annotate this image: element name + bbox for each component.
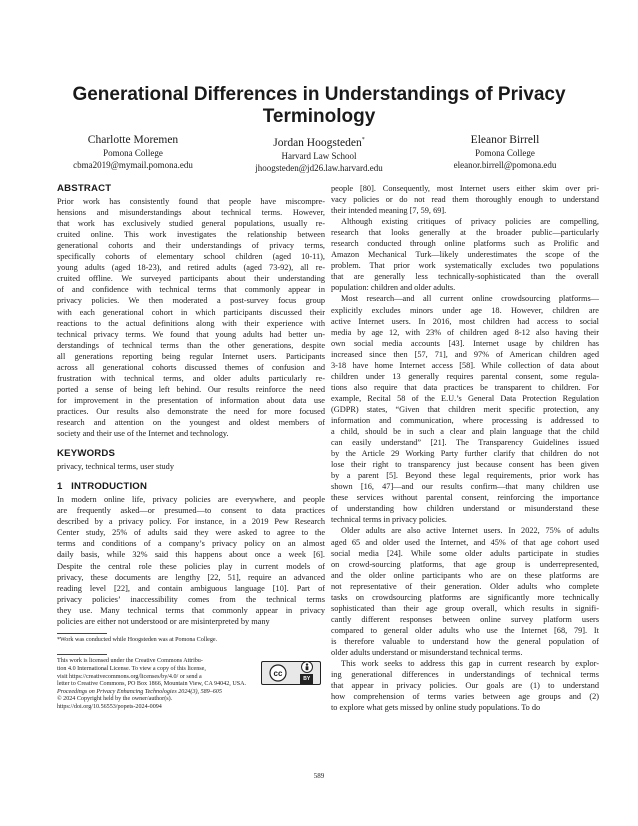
- text-line: privacy, these documents are lengthy [22, 51], require an advanced: [57, 572, 325, 582]
- paragraph: [331, 216, 599, 293]
- author-email: jhoogsteden@jd26.law.harvard.edu: [255, 162, 383, 173]
- section-number: 1: [57, 481, 63, 493]
- text-line: population: children and older adults.: [331, 283, 456, 293]
- text-line: are frequently asked—or presumed—to consent to data practices: [57, 506, 325, 516]
- text-line: own social media accounts [43]. Internet usage by children has: [331, 338, 599, 348]
- text-line: described by a privacy policy. For instance, in a 2019 Pew Research: [57, 517, 325, 527]
- text-line: by the Article 29 Working Party further clarify that children do not: [331, 449, 599, 459]
- text-line: daily basis, while 32% said this happens about once a week [6].: [57, 550, 325, 560]
- by-group: [300, 661, 313, 685]
- text-line: cantly different responses between online survey platform users: [331, 614, 599, 624]
- paragraph: [331, 293, 599, 525]
- author-affiliation: Pomona College: [103, 148, 163, 158]
- text-line: technical terms in privacy policies.: [331, 515, 447, 525]
- text-line: Despite the central role these policies play in current models of: [57, 561, 325, 571]
- text-line: generational cohorts and their understandings of privacy terms,: [57, 241, 325, 251]
- text-line: on crowd-sourcing platforms, that age group is underrepresented,: [331, 559, 599, 569]
- text-line: people [80]. Consequently, most Internet users either skim over pri-: [331, 184, 599, 193]
- text-line: young adults (aged 18-23), and retired adults (aged 73-92), all re-: [57, 263, 325, 273]
- text-line: specifically cohorts of elementary school children (aged 10-11),: [57, 252, 325, 262]
- text-line: cruited online. This work investigates the relationship between: [57, 230, 325, 240]
- text-line: can easily understand” [21]. The Transparency Guidelines issued: [331, 438, 599, 448]
- author-affiliation: Harvard Law School: [281, 150, 357, 161]
- page-number: 589: [313, 772, 325, 780]
- text-line: ing generational differences in understandings of technical terms: [331, 670, 599, 680]
- by-label: BY: [300, 674, 313, 685]
- text-line: active Internet users. In 2016, most children had access to social: [331, 316, 599, 326]
- text-line: aged 65 and older used the Internet, and 45% of that age cohort used: [331, 537, 599, 547]
- attribution-person-icon: [301, 661, 313, 673]
- author-affiliation: Pomona College: [475, 148, 535, 158]
- text-line: of and confidence with technical terms that commonly appear in: [57, 285, 325, 295]
- text-line: information and communication, where processing is addressed to: [331, 415, 599, 425]
- text-line: practices. Our results also demonstrate the need for more focused: [57, 406, 325, 416]
- keywords-heading: KEYWORDS: [57, 448, 116, 460]
- text-line: frustration with technical terms, and older adults particularly re-: [57, 373, 325, 383]
- text-line: policies are either not understood or are misinterpreted by many: [57, 616, 270, 626]
- text-line: shown [16, 47]—and our results confirm—that many children use: [331, 482, 599, 492]
- text-line: Older adults are also active Internet users. In 2022, 75% of adults: [341, 526, 599, 536]
- text-line: that appear in privacy policies. Our goals are (1) to understand: [331, 681, 599, 691]
- text-line: reactions to the actual definitions along with their experience with: [57, 318, 325, 328]
- svg-text:cc: cc: [273, 669, 283, 679]
- text-line: is therefore valuable to understand how the general population of: [331, 636, 599, 646]
- license-line: tion 4.0 International License. To view a copy of this license,: [57, 665, 206, 672]
- text-line: 3-18 have home Internet access [58]. While collection of data about: [331, 360, 599, 370]
- keywords-text: privacy, technical terms, user study: [57, 462, 174, 472]
- text-line: lose their right to transparency just because consent has been given: [331, 460, 599, 470]
- text-line: example, Recital 58 of the E.U.’s General Data Protection Regulation: [331, 393, 599, 403]
- title-line: Terminology: [262, 106, 376, 127]
- author-name: Eleanor Birrell: [470, 134, 540, 146]
- text-line: sophisticated than their age group overall, which results in signifi-: [331, 603, 599, 613]
- text-line: they use. Many technical terms that commonly appear in privacy: [57, 605, 325, 615]
- abstract-heading: ABSTRACT: [57, 183, 112, 194]
- text-line: how comprehension of terms varies between age groups and (2): [331, 692, 599, 702]
- text-line: compared to general older adults who use the Internet [68, 79]. It: [331, 625, 599, 635]
- text-line: hensions and misunderstandings about technical terms. However,: [57, 208, 325, 218]
- cc-by-badge: [261, 661, 321, 685]
- author-footnote-marker: *: [361, 137, 365, 143]
- text-line: tions also require that data practices be transparent to children. For: [331, 382, 599, 392]
- author-email: eleanor.birrell@pomona.edu: [453, 160, 557, 170]
- license-text: [57, 658, 257, 688]
- license-line: visit https://creativecommons.org/licenses/by/4.0/ or send a: [57, 673, 202, 680]
- license-block: [57, 658, 325, 688]
- text-line: derstandings of technical terms than the other generations, despite: [57, 340, 325, 350]
- text-line: cruited offline. We surveyed participants about their understanding: [57, 274, 325, 284]
- author-footnote: *Work was conducted while Hoogsteden was at Pomona College.: [57, 636, 218, 643]
- text-line: ported a sense of being left behind. Our results reinforce the need: [57, 384, 325, 394]
- introduction-heading: [57, 481, 325, 492]
- doi-link[interactable]: https://doi.org/10.56553/popets-2024-0094: [57, 703, 162, 710]
- license-rule: [57, 654, 107, 655]
- author-block: [40, 133, 598, 174]
- text-line: of understanding how children understand or misunderstand these: [331, 504, 599, 514]
- text-line: privacy policies. We then moderated a post-survey focus group: [57, 296, 325, 306]
- paragraph: [331, 525, 599, 658]
- text-line: children under 13 generally requires parental consent, some regula-: [331, 371, 599, 381]
- text-line: privacy policies’ inaccessibility comes from the technical terms: [57, 594, 325, 604]
- text-line: with each generational cohort in which participants discussed their: [57, 307, 325, 317]
- author-card: [412, 133, 598, 174]
- title-line: Generational Differences in Understandings of Privacy: [72, 84, 566, 105]
- text-line: explicitly excludes minors under age 18. However, children are: [331, 305, 599, 315]
- text-line: Prior work has consistently found that people have miscompre-: [57, 197, 325, 207]
- text-line: all generations reporting being regular Internet users. Participants: [57, 351, 325, 361]
- text-line: Although existing critiques of privacy policies are compelling,: [341, 217, 599, 227]
- text-line: that work has exclusively studied general populations, usually re-: [57, 219, 325, 229]
- text-line: Amazon Mechanical Turk—likely underestimates the scope of the: [331, 250, 599, 260]
- text-line: reading level [22], and contain ambiguous language [10]. Part of: [57, 583, 325, 593]
- text-line: research conducted through online platforms such as Prolific and: [331, 239, 599, 249]
- author-name-row: [226, 133, 412, 150]
- text-line: a child, should be in such a clear and plain language that the child: [331, 427, 599, 437]
- text-line: social media [24]. While some older adults participate in studies: [331, 548, 599, 558]
- text-line: their intended meaning [7, 59, 69].: [331, 206, 447, 216]
- right-column: [331, 183, 599, 713]
- author-name: Jordan Hoogsteden: [273, 136, 362, 149]
- cc-icon: [269, 664, 287, 682]
- author-name: Charlotte Moremen: [87, 134, 179, 146]
- author-card: [226, 133, 412, 174]
- text-line: problem. That prior work systematically excludes two populations: [331, 261, 599, 271]
- text-line: increased since then [57, 71], and 97% of American children aged: [331, 349, 599, 359]
- text-line: older adults understand or misunderstand technical terms.: [331, 647, 523, 657]
- author-card: [40, 133, 226, 174]
- text-line: to explore what gets missed by online study populations. To do: [331, 703, 541, 713]
- introduction-text: [57, 494, 325, 627]
- license-line: This work is licensed under the Creative Commons Attribu-: [57, 658, 203, 665]
- text-line: vacy policies or do not read them thoroughly enough to understand: [331, 195, 599, 205]
- license-line: letter to Creative Commons, PO Box 1866, Mountain View, CA 94042, USA.: [57, 681, 247, 688]
- left-column: [57, 183, 325, 712]
- text-line: and the older online participants who are on these platforms are: [331, 570, 599, 580]
- paragraph: [331, 658, 599, 713]
- author-email: cbma2019@mymail.pomona.edu: [73, 160, 193, 170]
- text-line: that are generally less technically-sophisticated than the overall: [331, 272, 599, 282]
- proceedings-line: Proceedings on Privacy Enhancing Technologies 2024(3), 589–605: [57, 688, 222, 695]
- text-line: by a parent [5]. Beyond these legal requirements, prior work has: [331, 471, 599, 481]
- text-line: Center study, 25% of adults said they were asked to agree to the: [57, 528, 325, 538]
- section-title: INTRODUCTION: [71, 481, 148, 493]
- text-line: This work seeks to address this gap in current research by explor-: [341, 659, 599, 669]
- text-line: these services without parental consent, reinforcing the importance: [331, 493, 599, 503]
- text-line: In modern online life, privacy policies are everywhere, and people: [57, 495, 325, 505]
- footnote-rule: [57, 633, 107, 634]
- text-line: technical privacy terms. We found that young adults had better un-: [57, 329, 325, 339]
- paper-title: [60, 84, 578, 128]
- text-line: for improvement in the presentation of information about data use: [57, 395, 325, 405]
- paragraph: [331, 183, 599, 216]
- text-line: not representative of their generation. Older adults who complete: [331, 581, 599, 591]
- text-line: media by age 12, with 23% of children aged 8-12 also having their: [331, 327, 599, 337]
- text-line: research and attention on the youngest and oldest members of: [57, 417, 325, 427]
- abstract-text: [57, 196, 325, 439]
- text-line: research that looks generally at the broader public—particularly: [331, 228, 599, 238]
- copyright-line: © 2024 Copyright held by the owner/author(s).: [57, 696, 173, 703]
- text-line: tasks on crowdsourcing platforms are significantly more technically: [331, 592, 599, 602]
- text-line: Most research—and all current online crowdsourcing platforms—: [341, 294, 599, 304]
- text-line: terms and conditions of a company’s privacy policy on an almost: [57, 539, 325, 549]
- text-line: across all generational cohorts discussed themes of confusion and: [57, 362, 325, 372]
- text-line: society and their use of the Internet and technology.: [57, 429, 229, 439]
- text-line: (GDPR) states, “Given that children merit specific protection, any: [331, 404, 599, 414]
